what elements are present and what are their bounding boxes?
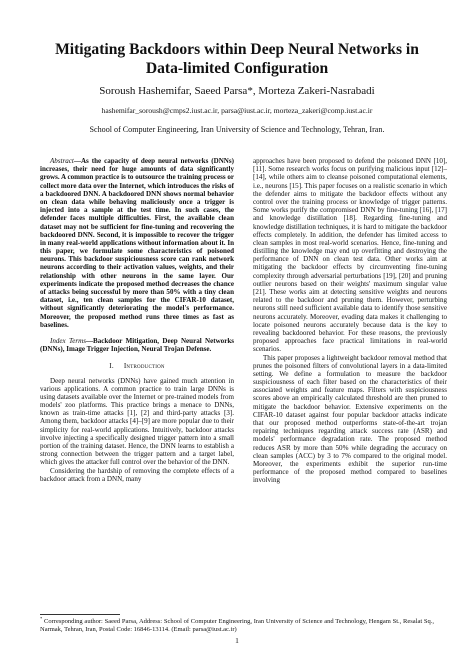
abstract-label: Abstract	[50, 157, 74, 165]
author-list: Soroush Hashemifar, Saeed Parsa*, Morteza Zakeri-Nasrabadi	[99, 85, 375, 97]
intro-paragraph-2: Considering the hardship of removing the complete effects of a backdoor attack from a DNN, many	[40, 466, 234, 483]
footnote-marker: *	[40, 615, 43, 621]
affiliation: School of Computer Engineering, Iran University of Science and Technology, Tehran, Iran.	[89, 125, 385, 134]
footnote-divider	[40, 614, 120, 615]
intro-paragraph-1: Deep neural networks (DNNs) have gained much attention in various applications. A common practice to train large DNNs is using datasets available over the Internet or pre-trained models from models' zoo platforms. This practice brings a menace to DNNs, known as train-time attacks [1], [2] and third-party attacks [3]. Among them, backdoor attacks [4]–[9] are more popular due to their simplicity for real-world applications. Intuitively, backdoor attacks involve injecting a specifically designed trigger pattern into a small portion of the training dataset. Hence, the DNN learns to establish a strong connection between the trigger pattern and a target label, which gives the attacker full control over the behavior of the DNN.	[40, 376, 234, 467]
section-number: I.	[109, 362, 114, 371]
page-number: 1	[235, 636, 239, 645]
section-heading-introduction	[40, 362, 234, 370]
abstract-text: —As the capacity of deep neural networks (DNNs) increases, their need for huge amounts of data significantly grows. A common practice is to outsource the training process or collect more data over the Internet, which introduces the risks of a backdoored DNN. A backdoored DNN shows normal behavior on clean data while behaving maliciously once a trigger is injected into a sample at the test time. In such cases, the defender faces multiple difficulties. First, the available clean dataset may not be sufficient for fine-tuning and recovering the backdoored DNN. Second, it is impossible to recover the trigger in many real-world applications without information about it. In this paper, we formulate some characteristics of poisoned neurons. This backdoor suspiciousness score can rank network neurons according to their activation values, weights, and their relationship with other neurons in the same layer. Our experiments indicate the proposed method decreases the chance of attacks being successful by more than 50% with a tiny clean dataset, i.e., ten clean samples for the CIFAR-10 dataset, without significantly deteriorating the model's performance. Moreover, the proposed method runs three times as fast as baselines.	[40, 157, 234, 329]
index-terms-text: —Backdoor Mitigation, Deep Neural Networks (DNNs), Image Trigger Injection, Neural Trojan Defense.	[40, 336, 234, 354]
abstract	[40, 157, 234, 329]
footnote	[40, 615, 435, 634]
section-title: Introduction	[123, 362, 165, 371]
right-column	[253, 157, 447, 485]
intro-paragraph-3: approaches have been proposed to defend the poisoned DNN [10], [11]. Some research works focus on purifying malicious input [12]–[14], while others aim to cleanse poisoned computational elements, i.e., neurons [15]. This paper focuses on a realistic scenario in which the defender aims to mitigate the backdoor effects without any control over the training process or knowledge of trigger patterns. Some works purify the compromised DNN by fine-tuning [16], [17] and knowledge distillation [18]. Regarding fine-tuning and knowledge distillation techniques, it is hard to mitigate the backdoor effects completely. In addition, the defender has limited access to clean samples in most real-world scenarios. Hence, fine-tuning and distilling the knowledge may end up overfitting and destroying the performance of DNN on clean test data. Other works aim at mitigating the backdoor effects by circumventing fine-tuning complexity through adversarial perturbations [19], [20] and pruning outlier neurons based on their weights' maximum singular value [21]. These works aim at detecting sensitive weights and neurons related to the backdoor and pruning them. However, perturbing neurons still need sufficient available data to identify those sensitive neurons accurately. Moreover, evading data makes it challenging to locate poisoned neurons accurately because data is the key to revealing backdoored behavior. For these reasons, the previously proposed approaches face practical limitations in real-world scenarios.	[253, 157, 447, 354]
author-emails: hashemifar_soroush@cmps2.iust.ac.ir, parsa@iust.ac.ir, morteza_zakeri@comp.iust.ac.ir	[101, 106, 373, 115]
paper-title: Mitigating Backdoors within Deep Neural Networks in Data-limited Configuration	[55, 41, 419, 77]
index-terms-label: Index Terms	[50, 336, 86, 345]
intro-paragraph-4: This paper proposes a lightweight backdoor removal method that prunes the poisoned filters of convolutional layers in a data-limited setting. We define a formulation to measure the backdoor suspiciousness of each filter based on the characteristics of their associated weights and feature maps. Filters with suspiciousness scores above an empirically calculated threshold are then pruned to mitigate the backdoor behavior. Extensive experiments on the CIFAR-10 dataset against four popular backdoor attacks indicate that our proposed method outperforms state-of-the-art trojan repairing techniques regarding attack success rate (ASR) and models' performance degradation rate. The proposed method reduces ASR by more than 50% while degrading the accuracy on clean samples (ACC) by 3 to 7% compared to the original model. Moreover, the experiments exhibit the superior run-time performance of the proposed method compared to baselines involving	[253, 353, 447, 485]
left-column	[40, 157, 234, 483]
index-terms	[40, 337, 234, 353]
footnote-text: Corresponding author: Saeed Parsa, Address: School of Computer Engineering, Iran University of Science and Technology, Hengam St., Resalat Sq., Narmak, Tehran, Iran, Postal Code: 16846-13114. (Email: parsa@iust.ac.ir)	[40, 618, 435, 633]
